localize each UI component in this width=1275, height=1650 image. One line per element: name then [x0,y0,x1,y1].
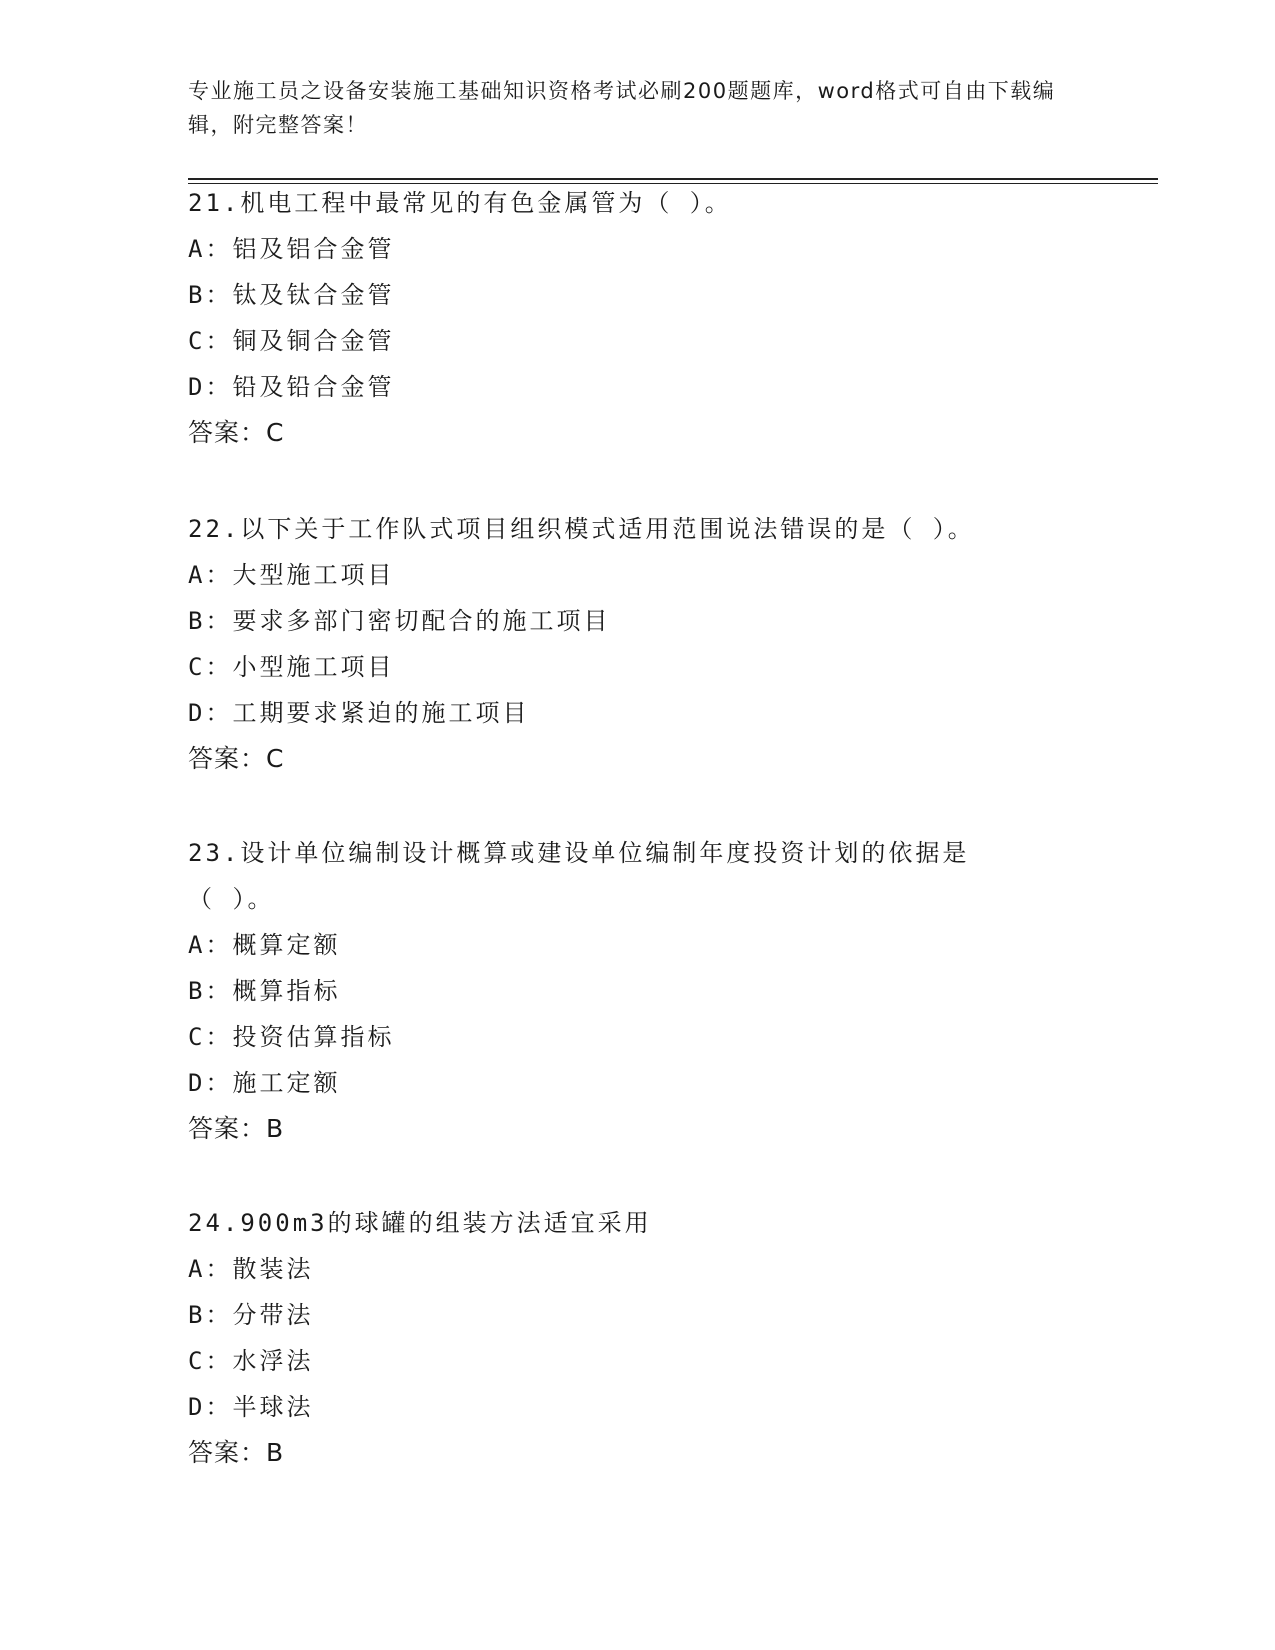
question-23 [188,830,988,1152]
answer: 答案：C [188,418,285,447]
option-c: C：小型施工项目 [188,653,395,681]
option-d: D：铅及铅合金管 [188,373,395,401]
question-title: 23.设计单位编制设计概算或建设单位编制年度投资计划的依据是（ ）。 [188,839,970,913]
option-a: A：铝及铝合金管 [188,235,395,263]
option-b: B：分带法 [188,1301,314,1329]
question-24 [188,1200,1068,1476]
option-d: D：工期要求紧迫的施工项目 [188,699,530,727]
answer: 答案：B [188,1114,285,1143]
answer: 答案：C [188,744,285,773]
question-title: 22.以下关于工作队式项目组织模式适用范围说法错误的是（ ）。 [188,515,975,543]
option-c: C：铜及铜合金管 [188,327,395,355]
option-b: B：要求多部门密切配合的施工项目 [188,607,611,635]
option-d: D：半球法 [188,1393,314,1421]
question-21 [188,180,1068,456]
option-b: B：概算指标 [188,977,341,1005]
option-a: A：概算定额 [188,931,341,959]
answer: 答案：B [188,1438,285,1467]
document-header: 专业施工员之设备安装施工基础知识资格考试必刷200题题库，word格式可自由下载编辑，附完整答案！ [188,79,1056,137]
option-d: D：施工定额 [188,1069,341,1097]
question-22 [188,506,1068,782]
option-b: B：钛及钛合金管 [188,281,395,309]
option-a: A：散装法 [188,1255,314,1283]
question-title: 24.900m3的球罐的组装方法适宜采用 [188,1209,652,1237]
option-c: C：水浮法 [188,1347,314,1375]
option-c: C：投资估算指标 [188,1023,395,1051]
question-title: 21.机电工程中最常见的有色金属管为（ ）。 [188,189,732,217]
option-a: A：大型施工项目 [188,561,395,589]
